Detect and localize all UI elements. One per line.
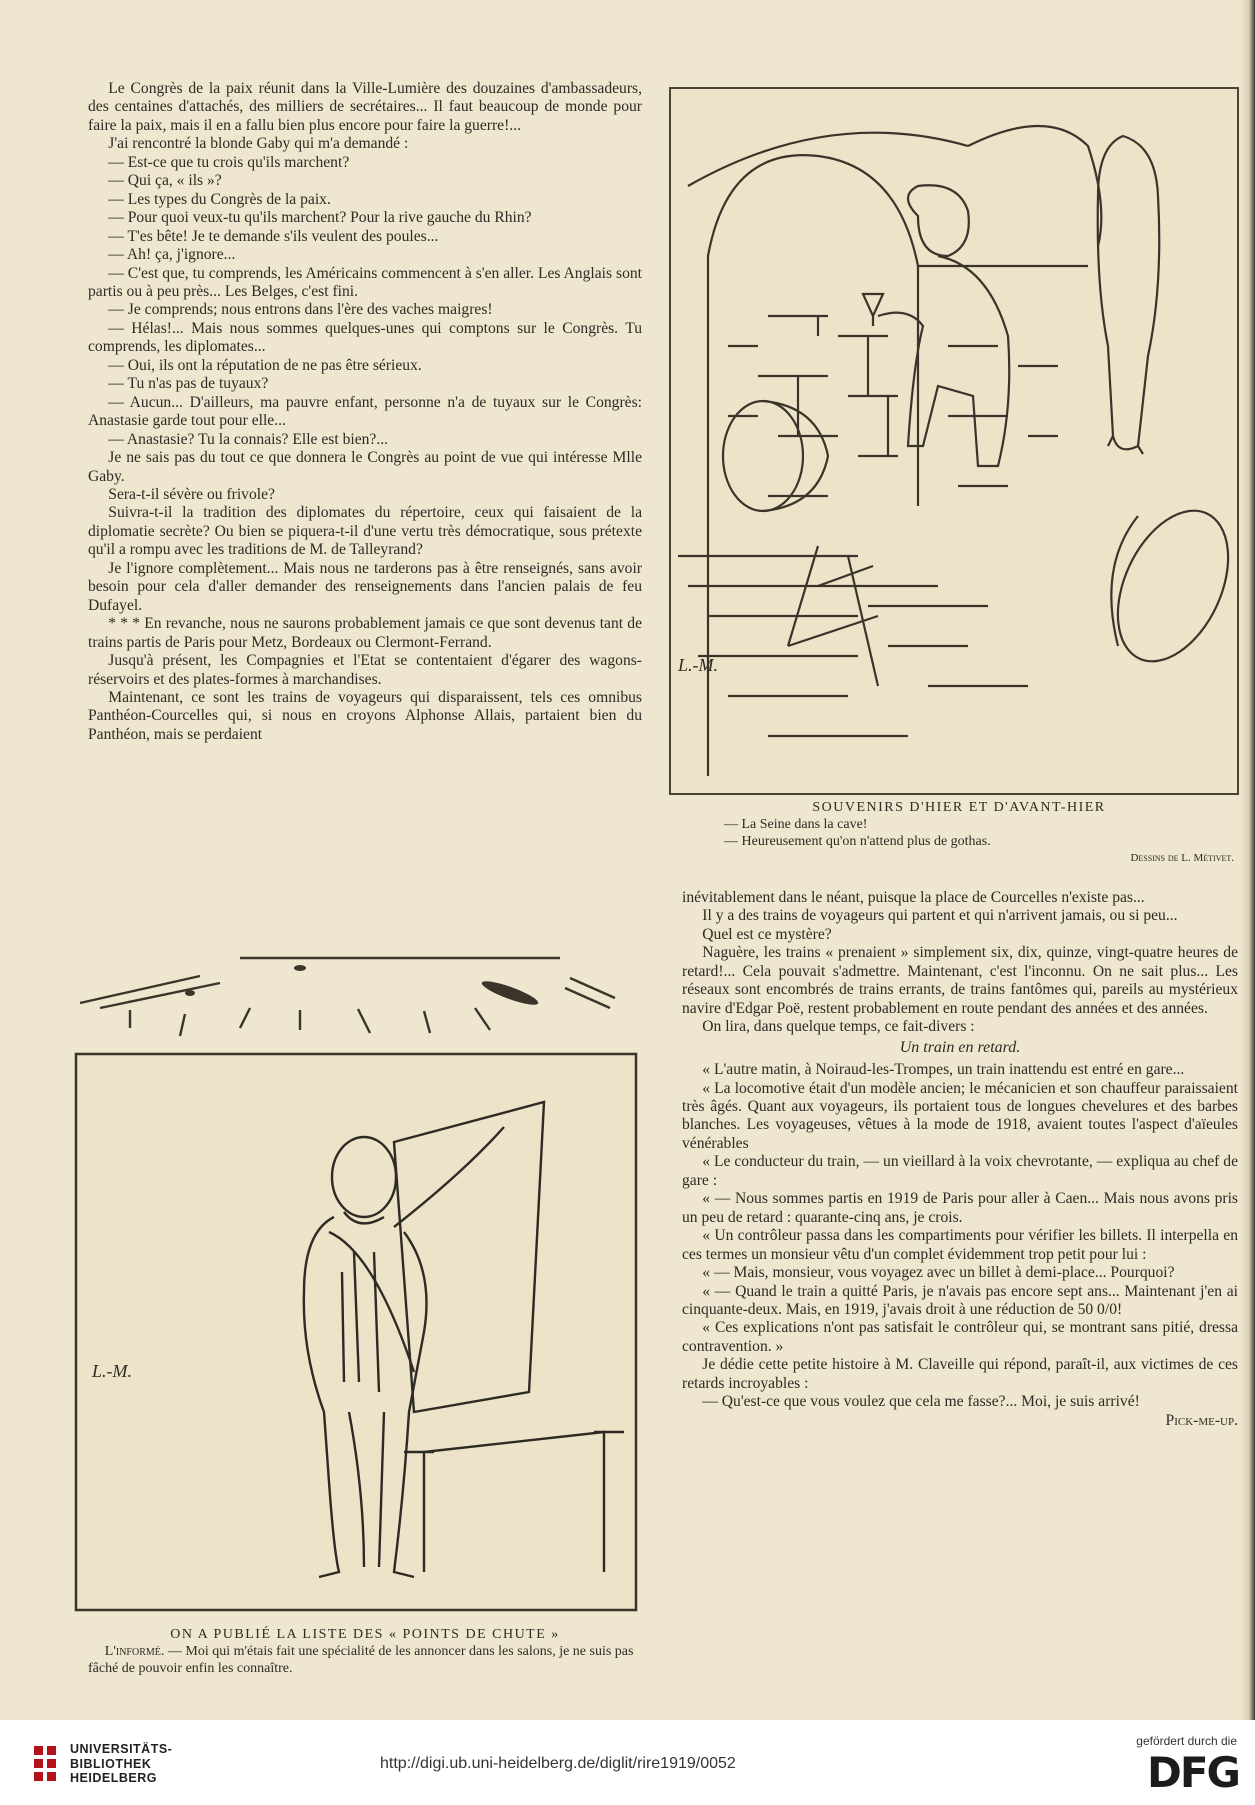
digitization-footer	[0, 1720, 1255, 1805]
funding-note: gefördert durch die	[1136, 1734, 1237, 1748]
dialogue-line: — Les types du Congrès de la paix.	[108, 190, 331, 208]
paragraph: Jusqu'à présent, les Compagnies et l'Etat se contentaient d'égarer des wagons-réservoirs et des plates-formes à marchandises.	[88, 652, 642, 688]
paragraph: * * * En revanche, nous ne saurons probablement jamais ce que sont devenus tant de trains partis de Paris pour Metz, Bordeaux ou Clermont-Ferrand.	[88, 615, 642, 651]
paragraph: Maintenant, ce sont les trains de voyageurs qui disparaissent, tels ces omnibus Panthéon-Courcelles qui, si nous en croyons Alphonse Allais, partaient bien du Panthéon, mais se perdaient	[88, 688, 642, 743]
caption-speaker: L'informé.	[104, 1644, 165, 1659]
story-paragraph: « — Quand le train a quitté Paris, je n'avais pas encore sept ans... Maintenant j'en ai cinquante-deux. Mais, en 1919, j'avais droit à une réduction de 50 0/0!	[682, 1282, 1238, 1318]
informed-man-cartoon	[74, 1052, 638, 1612]
dialogue-line: — Qui ça, « ils »?	[108, 172, 222, 190]
paragraph: On lira, dans quelque temps, ce fait-divers :	[702, 1018, 975, 1036]
cellar-cartoon	[668, 86, 1240, 796]
library-name-line: UNIVERSITÄTS-	[70, 1742, 173, 1756]
paragraph: inévitablement dans le néant, puisque la place de Courcelles n'existe pas...	[682, 889, 1145, 906]
story-paragraph: « Un contrôleur passa dans les compartiments pour vérifier les billets. Il interpella en ces termes un monsieur vêtu d'un complet évidemment trop petit pour lui :	[682, 1227, 1238, 1263]
caption-line: — Heureusement qu'on n'attend plus de gothas.	[724, 834, 991, 849]
dialogue-line: — Tu n'as pas de tuyaux?	[108, 375, 269, 393]
signature: Pick-me-up.	[1165, 1411, 1238, 1429]
paragraph: J'ai rencontré la blonde Gaby qui m'a demandé :	[108, 135, 409, 153]
paragraph: Je ne sais pas du tout ce que donnera le Congrès au point de vue qui intéresse Mlle Gaby.	[88, 449, 642, 485]
dialogue-line: — T'es bête! Je te demande s'ils veulent des poules...	[108, 227, 439, 245]
story-paragraph: « — Nous sommes partis en 1919 de Paris pour aller à Caen... Mais nous avons pris un peu de retard : quarante-cinq ans, je crois.	[682, 1190, 1238, 1226]
paragraph: Quel est ce mystère?	[702, 925, 832, 943]
story-paragraph: « — Mais, monsieur, vous voyagez avec un billet à demi-place... Pourquoi?	[702, 1264, 1175, 1282]
right-article-column	[682, 889, 1238, 1430]
artist-mark: L.-M.	[92, 1361, 132, 1381]
dialogue-line: — Aucun... D'ailleurs, ma pauvre enfant, personne n'a de tuyaux sur le Congrès: Anastasie garde tout pour elle...	[88, 393, 642, 430]
caption-text: — Moi qui m'étais fait une spécialité de les annoncer dans les salons, je ne suis pas fâché de pouvoir enfin les connaître.	[88, 1644, 634, 1676]
caption-title: ON A PUBLIÉ LA LISTE DES « POINTS DE CHUTE »	[170, 1627, 560, 1642]
dialogue-line: — Anastasie? Tu la connais? Elle est bien?...	[108, 430, 389, 448]
dialogue-line: — Ah! ça, j'ignore...	[108, 246, 236, 264]
dialogue-line: — C'est que, tu comprends, les Américains commencent à s'en aller. Les Anglais sont partis ou à peu près... Les Belges, c'est fini.	[88, 264, 642, 300]
caption-line: — La Seine dans la cave!	[724, 817, 868, 832]
story-paragraph: « Le conducteur du train, — un vieillard à la voix chevrotante, — expliqua au chef de gare :	[682, 1153, 1238, 1189]
university-library-logo-icon	[30, 1740, 60, 1788]
artist-mark: L.-M.	[678, 655, 718, 675]
paragraph: Je l'ignore complètement... Mais nous ne tarderons pas à être renseignés, sans avoir besoin pour cela d'aller demander des renseignements dans l'ancien palais de feu Dufayel.	[88, 559, 642, 614]
dialogue-line: — Pour quoi veux-tu qu'ils marchent? Pour la rive gauche du Rhin?	[108, 209, 532, 227]
page-binding-edge	[1240, 0, 1255, 1720]
cellar-cartoon-caption	[684, 799, 1234, 867]
library-name-line: BIBLIOTHEK	[70, 1756, 152, 1771]
paragraph: Il y a des trains de voyageurs qui partent et qui n'arrivent jamais, ou si peu...	[702, 907, 1178, 925]
caption-title: SOUVENIRS D'HIER ET D'AVANT-HIER	[812, 800, 1106, 815]
story-title: Un train en retard.	[899, 1038, 1021, 1056]
library-name-line: HEIDELBERG	[70, 1771, 157, 1785]
story-paragraph: — Qu'est-ce que vous voulez que cela me fasse?... Moi, je suis arrivé!	[702, 1393, 1140, 1411]
dialogue-line: — Oui, ils ont la réputation de ne pas être sérieux.	[108, 356, 422, 374]
bottom-cartoon-shells	[70, 938, 644, 1048]
permalink-url[interactable]: http://digi.ub.uni-heidelberg.de/diglit/rire1919/0052	[380, 1755, 736, 1772]
paragraph: Suivra-t-il la tradition des diplomates du répertoire, ceux qui faisaient de la diplomatie secrète? Ou bien se piquera-t-il d'une vertu très démocratique, sous prétexte qu'il a rompu avec les traditions de M. de Talleyrand?	[88, 504, 642, 559]
left-article-column	[88, 80, 642, 744]
library-name	[70, 1742, 172, 1786]
paragraph: Le Congrès de la paix réunit dans la Ville-Lumière des douzaines d'ambassadeurs, des centaines d'attachés, des milliers de secrétaires... Il faut beaucoup de monde pour faire la paix, mais il en a fallu bien plus encore pour faire la guerre!...	[88, 80, 642, 134]
story-paragraph: « La locomotive était d'un modèle ancien; le mécanicien et son chauffeur paraissaient très âgés. Quant aux voyageurs, ils portaient tous de longues chevelures et des barbes blanches. Les voyageuses, vêtues à la mode de 1918, avaient toutes l'aspect d'aïeules vénérables	[682, 1079, 1238, 1152]
dfg-logo: DFG	[1146, 1748, 1239, 1797]
caption-body	[88, 1643, 642, 1677]
paragraph: Sera-t-il sévère ou frivole?	[108, 485, 275, 503]
dialogue-line: — Hélas!... Mais nous sommes quelques-unes qui comptons sur le Congrès. Tu comprends, les diplomates...	[88, 319, 642, 356]
illustrator-credit: Dessins de L. Métivet.	[1130, 852, 1234, 864]
informed-man-caption	[88, 1626, 642, 1677]
story-paragraph: Je dédie cette petite histoire à M. Claveille qui répond, paraît-il, aux victimes de ces retards incroyables :	[682, 1356, 1238, 1392]
story-paragraph: « L'autre matin, à Noiraud-les-Trompes, un train inattendu est entré en gare...	[702, 1061, 1185, 1079]
paragraph: Naguère, les trains « prenaient » simplement six, dix, quinze, vingt-quatre heures de retard!... Cela pouvait s'admettre. Maintenant, c'est l'inconnu. On ne sait plus... Les réseaux sont encombrés de trains errants, de trains fantômes qui, pareils au mystérieux navire d'Edgar Poë, restent probablement en route pendant des années et des années.	[682, 944, 1238, 1017]
dialogue-line: — Est-ce que tu crois qu'ils marchent?	[108, 153, 350, 171]
dialogue-line: — Je comprends; nous entrons dans l'ère des vaches maigres!	[108, 301, 493, 319]
story-paragraph: « Ces explications n'ont pas satisfait le contrôleur qui, se montrant sans pitié, dressa contravention. »	[682, 1319, 1238, 1355]
